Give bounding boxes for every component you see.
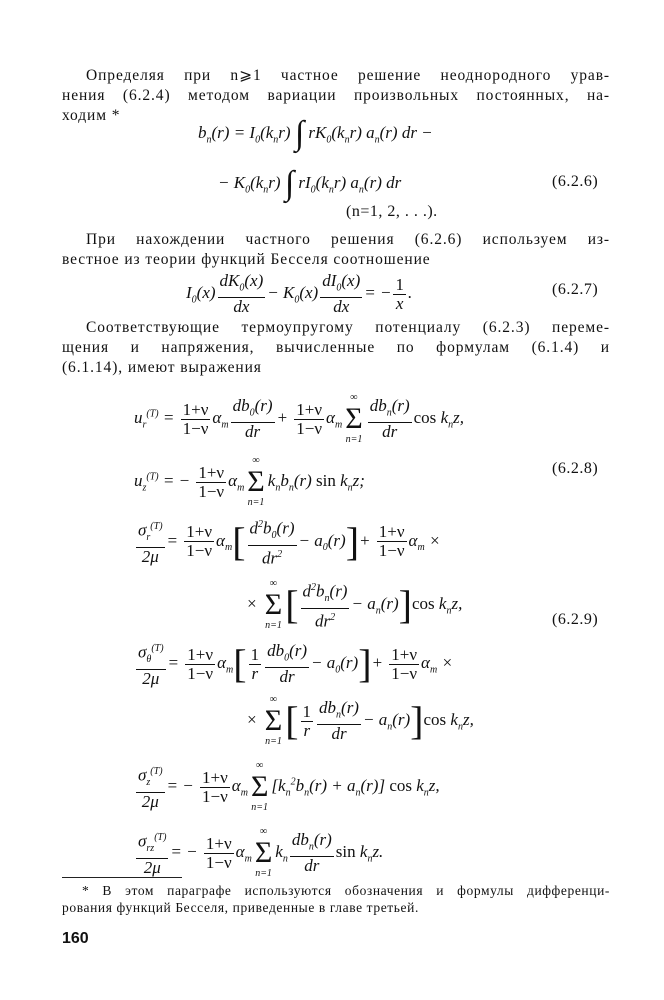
equation-u-z: $u_z^{(T)}$ = − $\frac{1+\nu}{1-\nu}$ $\alpha_т$ ∞ Σ n=1 $k_nb_n(r)$ $\sin k_nz$; <box>134 455 365 508</box>
equation-sigma-r-line-1: $\frac{\sigma_r^{(T)}}{2\mu}$ = $\frac{1+\nu}{1-\nu}$ $\alpha_т$[ $\frac{d^2b_0(r)}{dr^2}$ − $a_0(r)]+$ $\frac{1+\nu}{1-\nu}$ $\alpha_т$ × <box>134 516 440 568</box>
equation-sigma-z: $\frac{\sigma_z^{(T)}}{2\mu}$ = − $\frac{1+\nu}{1-\nu}$ $\alpha_т$ ∞ Σ n=1 $[k_n^2b_n(r) + a_n(r)]$ $\cos k_nz$, <box>138 760 440 813</box>
text-line: Определяя при n⩾1 частное решение неоднородного урав- <box>86 67 610 84</box>
equation-number: (6.2.8) <box>552 460 599 477</box>
equation-6-2-7: $I_0(x)$ $\frac{dK_0(x)}{dx}$ − $K_0(x)$ $\frac{dI_0(x)}{dx}$ = − $\frac{1}{x}$ . <box>186 271 413 317</box>
equation-6-2-6-line-2: − $K_0(k_nr)$ ∫ $rI_0(k_nr)$ $a_n(r)$ dr <box>218 165 402 203</box>
text-line: щения и напряжения, вычисленные по формулам (6.1.4) и <box>62 339 610 356</box>
equation-u-r: $u_r^{(T)}$ = $\frac{1+\nu}{1-\nu}$ $\alpha_т$ $\frac{db_0(r)}{dr}$ + $\frac{1+\nu}{1-\nu}$ $\alpha_т$ ∞ Σ n=1 $\frac{db_n(r)}{dr}$ $\cos k_nz$, <box>134 392 464 445</box>
equation-number: (6.2.9) <box>552 611 599 628</box>
text-line: При нахождении частного решения (6.2.6) используем из- <box>86 231 610 248</box>
paragraph-displacements <box>62 318 610 378</box>
text-line: Соответствующие термоупругому потенциалу (6.2.3) переме- <box>86 319 610 336</box>
equation-number: (6.2.7) <box>552 281 599 298</box>
equation-sigma-theta-line-2: × ∞ Σ n=1 [ $\frac{1}{r}$ $\frac{db_n(r)}{dr}$ − $a_n(r)]\cos$ $k_nz$, <box>246 694 474 747</box>
equation-sigma-theta-line-1: $\frac{\sigma_\theta^{(T)}}{2\mu}$ = $\frac{1+\nu}{1-\nu}$ $\alpha_т$[ $\frac{1}{r}$ $\frac{db_0(r)}{dr}$ − $a_0(r)]+$ $\frac{1+\nu}{1-\nu}$ $\alpha_т$ × <box>138 640 453 689</box>
paragraph-bessel-relation <box>62 230 610 270</box>
equation-6-2-6-line-1: $b_n(r) = I_0(k_nr)$ ∫ $rK_0(k_nr)$ $a_n(r)$ dr − <box>198 115 433 153</box>
footnote-line: * В этом параграфе используются обозначения и формулы дифференци- <box>82 883 610 898</box>
page-number: 160 <box>62 930 89 947</box>
footnote-divider <box>62 877 182 878</box>
text-line: ходим * <box>62 107 121 124</box>
text-line: вестное из теории функций Бесселя соотношение <box>62 251 431 268</box>
footnote <box>62 882 610 916</box>
equation-sigma-r-line-2: × ∞ Σ n=1 [ $\frac{d^2b_n(r)}{dr^2}$ − $a_n(r)]\cos$ $k_nz$, <box>246 578 463 631</box>
paragraph-variation-method <box>62 66 610 126</box>
text-line: нения (6.2.4) методом вариации произвольных постоянных, на- <box>62 87 610 104</box>
equation-condition: (n=1, 2, . . .). <box>346 203 438 220</box>
text-line: (6.1.14), имеют выражения <box>62 359 262 376</box>
footnote-line: рования функций Бесселя, приведенные в главе третьей. <box>62 900 419 915</box>
equation-sigma-rz: $\frac{\sigma_{rz}^{(T)}}{2\mu}$ = − $\frac{1+\nu}{1-\nu}$ $\alpha_т$ ∞ Σ n=1 $k_n$ $\frac{db_n(r)}{dr}$ $\sin k_nz$. <box>138 826 384 879</box>
equation-number: (6.2.6) <box>552 173 599 190</box>
